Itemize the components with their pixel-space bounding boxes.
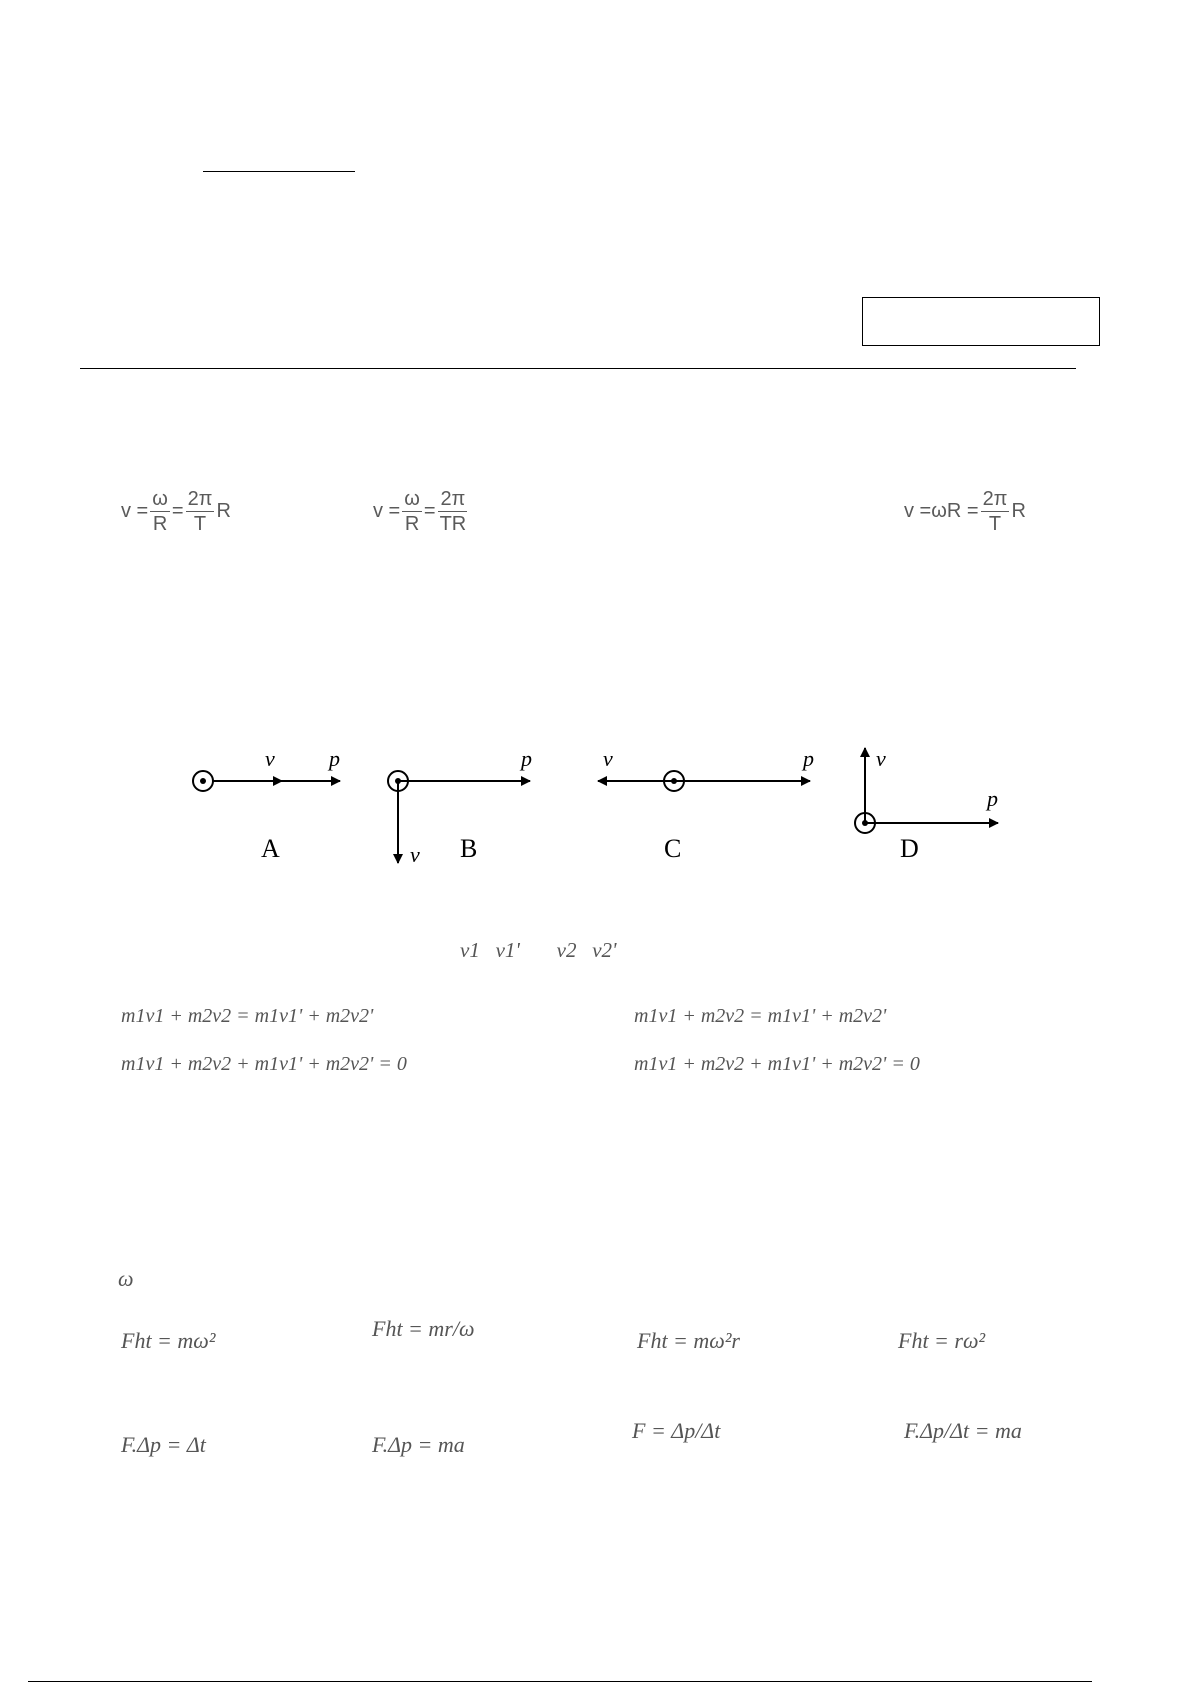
centripetal-option-d: Fht = rω² (898, 1328, 986, 1353)
impulse-option-a: F.Δp = Δt (121, 1432, 206, 1457)
vector-v-c: v⃗ (603, 746, 630, 771)
circular-option-2: v = $\frac{\omega}{R}$ = $\frac{2\pi}{TR}$ (373, 488, 467, 535)
centripetal-option-c: Fht = mω²r (637, 1328, 740, 1353)
diagram-label-c: C (664, 834, 682, 863)
footer-rule (28, 1681, 1092, 1682)
vector-p-a: p⃗ (329, 746, 358, 771)
circular-option-1: v = $\frac{\omega}{R}$ = $\frac{2\pi}{T}$ R (121, 488, 231, 535)
diagram-label-d: D (900, 834, 919, 863)
vector-v-a: v⃗ (265, 746, 292, 771)
impulse-option-d: F.Δp/Δt = ma (904, 1418, 1022, 1443)
diagram-label-a: A (261, 834, 280, 863)
impulse-option-c: F = Δp/Δt (632, 1418, 721, 1443)
impulse-option-b: F.Δp = ma (372, 1432, 465, 1457)
collision-option-a: m1v1 + m2v2 = m1v1' + m2v2' (121, 1005, 374, 1027)
centripetal-option-a: Fht = mω² (121, 1328, 216, 1353)
diagram-c (598, 771, 810, 791)
collision-option-c: m1v1 + m2v2 = m1v1' + m2v2' (634, 1005, 887, 1027)
vector-v-b: v⃗ (410, 842, 437, 867)
vector-p-b: p⃗ (521, 746, 550, 771)
diagram-a (193, 771, 340, 791)
omega-symbol: ω (118, 1266, 134, 1291)
name-blank-line (203, 171, 355, 172)
diagram-label-b: B (460, 834, 478, 863)
collision-vars: v1 v1' v2 v2' (460, 938, 617, 962)
collision-option-d: m1v1 + m2v2 + m1v1' + m2v2' = 0 (634, 1053, 920, 1075)
circular-option-4: v =ωR = $\frac{2\pi}{T}$ R (904, 488, 1026, 535)
vector-v-d: v⃗ (876, 746, 903, 771)
centripetal-option-b: Fht = mr/ω (372, 1316, 475, 1341)
header-divider (80, 368, 1076, 369)
score-box (862, 297, 1100, 346)
vector-p-d: p⃗ (987, 786, 1016, 811)
vector-p-c: p⃗ (803, 746, 832, 771)
collision-option-b: m1v1 + m2v2 + m1v1' + m2v2' = 0 (121, 1053, 407, 1075)
